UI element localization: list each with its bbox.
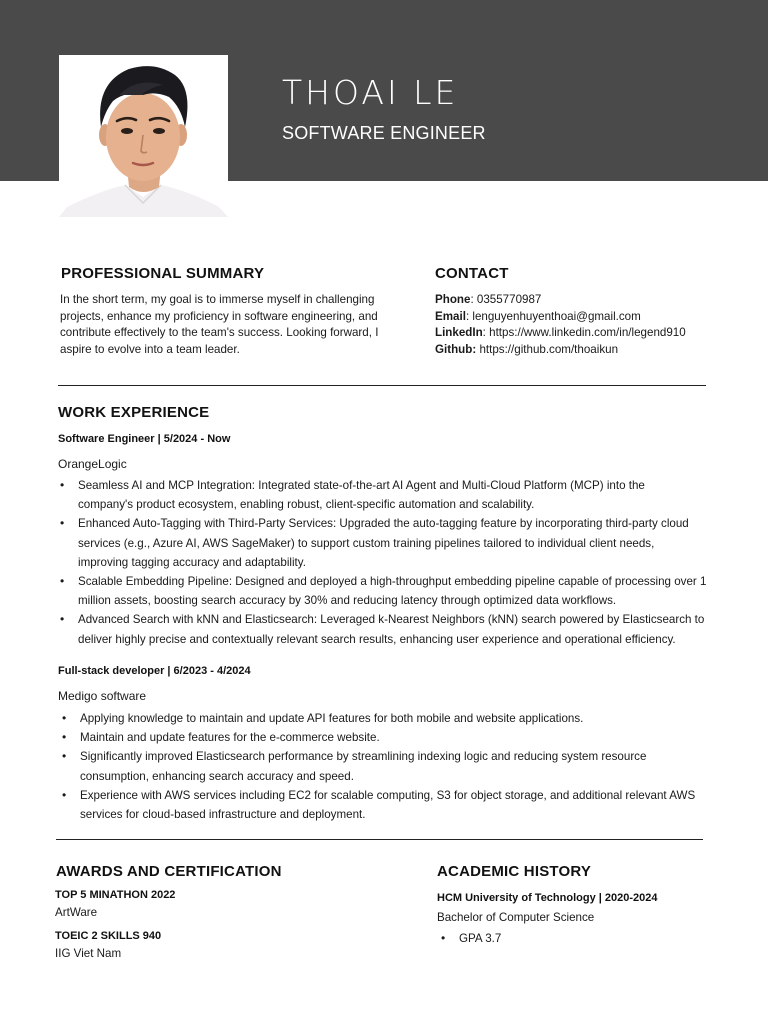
bullet-line: deliver highly precise and contextually relevant search results, enhancing user experience and operational efficiency.: [78, 632, 676, 646]
job-bullets: [60, 709, 720, 824]
contact-label: Email: [435, 309, 466, 323]
school-name: HCM University of Technology | 2020-2024: [437, 892, 658, 904]
summary-line: projects, enhance my proficiency in software engineering, and: [60, 309, 378, 323]
work-heading: WORK EXPERIENCE: [58, 404, 210, 421]
bullet-line: • GPA 3.7: [459, 932, 502, 945]
degree: Bachelor of Computer Science: [437, 911, 595, 924]
list-item: [60, 786, 720, 824]
contact-separator: :: [470, 293, 477, 306]
divider: [58, 385, 706, 386]
awards-heading: AWARDS AND CERTIFICATION: [56, 863, 282, 880]
bullet-line: • Scalable Embedding Pipeline: Designed and deployed a high-throughput embedding pipeline capable of processing over 1: [78, 575, 707, 589]
contact-github: [435, 342, 735, 359]
linkedin-value: https://www.linkedin.com/in/legend910: [489, 326, 686, 339]
bullet-line: improving tagging accuracy and adaptability.: [78, 555, 306, 569]
company-name: OrangeLogic: [58, 457, 127, 471]
contact-label: Github:: [435, 342, 477, 356]
bullet-line: services (e.g., Azure AI, AWS SageMaker) to support custom training pipelines tailored to individual client needs,: [78, 536, 655, 550]
profile-photo: [59, 55, 228, 217]
award-title: TOEIC 2 SKILLS 940: [55, 930, 162, 942]
award-title: TOP 5 MINATHON 2022: [55, 889, 176, 901]
bullet-line: • Maintain and update features for the e-commerce website.: [80, 731, 380, 745]
summary-line: aspire to evolve into a team leader.: [60, 342, 240, 356]
bullet-line: • Advanced Search with kNN and Elasticsearch: Leveraged k-Nearest Neighbors (kNN) search powered by Elasticsearch to: [78, 613, 705, 627]
bullet-line: • Seamless AI and MCP Integration: Integrated state-of-the-art AI Agent and Multi-Cloud Platform (MCP) into the: [78, 479, 645, 492]
bullet-line: million assets, boosting search accuracy by 30% and reducing latency through optimized data workflows.: [78, 594, 617, 608]
contact-linkedin: [435, 325, 735, 342]
job-title: Software Engineer | 5/2024 - Now: [58, 433, 231, 445]
bullet-line: services for cloud-based infrastructure and deployment.: [80, 808, 366, 822]
list-item: [60, 728, 720, 747]
summary-heading: PROFESSIONAL SUMMARY: [61, 265, 265, 282]
list-item: [60, 747, 720, 785]
award-issuer: ArtWare: [55, 906, 98, 919]
job-title: Full-stack developer | 6/2023 - 4/2024: [58, 665, 251, 677]
contact-label: LinkedIn: [435, 326, 483, 339]
summary-line: contribute effectively to the team's success. Looking forward, I: [60, 326, 379, 339]
contact-label: Phone: [435, 293, 471, 306]
list-item: [58, 514, 718, 572]
bullet-line: company's product ecosystem, enabling robust, client-specific automation and scalability.: [78, 498, 535, 512]
contact-phone: [435, 292, 735, 309]
summary-text: [60, 292, 405, 358]
email-value: lenguyenhuyenthoai@gmail.com: [472, 309, 641, 323]
academic-heading: ACADEMIC HISTORY: [437, 863, 592, 880]
contact-email: [435, 309, 735, 326]
list-item: [439, 929, 639, 948]
list-item: [60, 709, 720, 728]
academic-bullets: [439, 929, 639, 948]
job-bullets: [58, 476, 718, 649]
candidate-name: THOAI LE: [282, 73, 459, 112]
bullet-line: • Significantly improved Elasticsearch performance by streamlining indexing logic and reducing system resource: [80, 750, 647, 764]
divider: [56, 839, 703, 840]
contact-separator: :: [465, 309, 473, 323]
github-value: https://github.com/thoaikun: [479, 342, 619, 356]
bullet-line: • Experience with AWS services including EC2 for scalable computing, S3 for object storage, and additional relevant AWS: [80, 788, 696, 802]
list-item: [58, 610, 718, 648]
contact-separator: :: [482, 326, 490, 339]
bullet-line: consumption, enhancing search accuracy and speed.: [80, 769, 354, 783]
award-issuer: IIG Viet Nam: [55, 947, 122, 960]
contact-list: [435, 292, 735, 358]
list-item: [58, 572, 718, 610]
phone-value: 0355770987: [476, 293, 542, 306]
company-name: Medigo software: [58, 689, 147, 703]
bullet-line: • Enhanced Auto-Tagging with Third-Party Services: Upgraded the auto-tagging feature by incorporating third-party cloud: [78, 517, 689, 531]
summary-line: In the short term, my goal is to immerse myself in challenging: [60, 293, 375, 306]
candidate-title: SOFTWARE ENGINEER: [282, 123, 486, 143]
contact-heading: CONTACT: [435, 265, 509, 282]
list-item: [58, 476, 718, 514]
bullet-line: • Applying knowledge to maintain and update API features for both mobile and website applications.: [80, 712, 584, 725]
